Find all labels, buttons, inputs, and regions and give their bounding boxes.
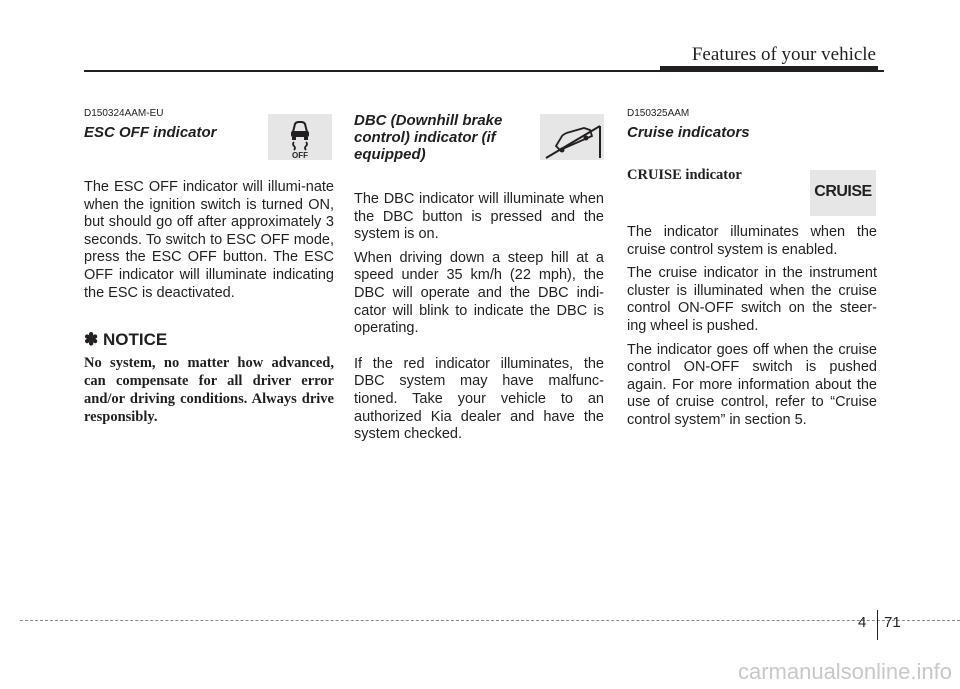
esc-off-icon-label: OFF (292, 151, 308, 160)
body-paragraph: If the red indicator illuminates, the DBC system may have malfunc-tioned. Take your vehicle to an authorized Kia dealer and have the system checked. (354, 355, 604, 443)
header-rule-accent (660, 66, 878, 72)
body-paragraph: The ESC OFF indicator will illumi-nate when the ignition switch is turned ON, but should go off after approximately 3 seconds. To switch to ESC OFF mode, press the ESC OFF button. The ESC OFF indicator will illuminate indicating the ESC is deactivated. (84, 179, 334, 301)
section-code: D150324AAM-EU (84, 108, 164, 119)
esc-off-car-icon (268, 114, 332, 160)
body-paragraph: The cruise indicator in the instrument cluster is illuminated when the cruise control ON-OFF switch on the steer-ing wheel is pushed. (627, 265, 877, 334)
chapter-number: 4 (858, 614, 867, 631)
header-title: Features of your vehicle (691, 44, 876, 65)
body-paragraph: The indicator illuminates when the cruise control system is enabled. (627, 224, 877, 258)
downhill-car-icon (540, 114, 604, 160)
section-heading: Cruise indicators (627, 124, 750, 141)
dbc-indicator-icon (540, 114, 604, 160)
footer-rule (20, 620, 960, 621)
cruise-indicator-icon (810, 170, 876, 216)
page-number-separator (877, 610, 878, 640)
section-heading: ESC OFF indicator (84, 124, 217, 141)
sub-heading: CRUISE indicator (627, 167, 742, 183)
notice-title: ✽ NOTICE (84, 330, 168, 350)
page-number: 71 (884, 614, 901, 631)
body-paragraph: The DBC indicator will illuminate when the DBC button is pressed and the system is on. (354, 191, 604, 243)
section-code: D150325AAM (627, 108, 690, 119)
notice-text: No system, no matter how advanced, can compensate for all driver error and/or driving conditions. Always drive responsibly. (84, 355, 334, 426)
column-cruise (627, 108, 877, 436)
cruise-icon-label: CRUISE (814, 183, 872, 200)
watermark: carmanualsonline.info (737, 659, 952, 684)
body-paragraph: The indicator goes off when the cruise control ON-OFF switch is pushed again. For more information about the use of cruise control, refer to “Cruise control system” in section 5. (627, 341, 877, 428)
body-paragraph: When driving down a steep hill at a speed under 35 km/h (22 mph), the DBC will operate and the DBC indi-cator will blink to indicate the DBC is operating. (354, 249, 604, 337)
section-heading: DBC (Downhill brake control) indicator (if equipped) (354, 112, 503, 163)
esc-off-indicator-icon (268, 114, 332, 160)
